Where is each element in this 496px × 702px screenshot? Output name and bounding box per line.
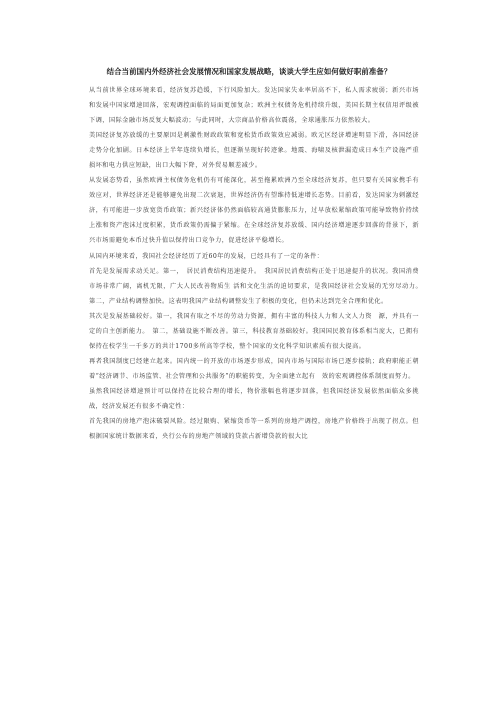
paragraph-institutions: 再者我国制度已经建立起来。国内统一的开放的市场逐步形成，国内市场与国际市场已逐步接轨；政府职能正朝着“经济调节、市场监管、社会管理和公共服务”的职能转变，为全面建立起有 效的宏观调控体系制度而努力。	[89, 357, 419, 380]
paragraph-us-europe-japan: 美国经济复苏放缓的主要原因是刺激性财政政策和宽松货币政策效应减弱。欧元区经济增速明显下滑，各国经济走势分化加剧。日本经济上半年连续负增长，但逐渐呈现好转迹象。地震、海啸及核泄漏造成日本生产设施严重损坏和电力供应短缺，出口大幅下降，对外贸易顺差减少。	[89, 132, 419, 170]
paragraph-global-environment: 从当前世界全球环境来看，经济复苏趋缓，下行风险加大。发达国家失业率居高不下，私人需求疲弱；新兴市场和发展中国家增速回落，宏观调控面临的局面更加复杂；欧洲主权债务危机持续升级，美国长期主权信用评级被下调，国际金融市场反复大幅波动；与此同时，大宗商品价格高位震荡，全球通胀压力依然较大。	[89, 87, 419, 125]
paragraph-foundation: 其次是发展基础较好。第一，我国有取之不尽的劳动力资源，拥有丰富的科技人力和人文人力资 源，并具有一定的自主创新能力。 第二，基础设施不断改善。第三，科技教育基础较好。我国国民教育体系相当庞大，已拥有保持在校学生一千多万的共计1700多所高等学校，整个国家的文化科学知识素质有很大提高。	[89, 312, 419, 350]
paragraph-real-estate-risk: 首先我国的房地产泡沫破裂风险。经过限购、紧缩货币等一系列的房地产调控，房地产价格终于出现了拐点。但根据国家统计数据来看，央行公布的房地产领域的贷款占新增贷款的很大比	[89, 418, 419, 441]
paragraph-development-trend: 从发展态势看，虽然欧洲主权债务危机仍有可能深化，甚至拖累欧洲乃至全球经济复苏，但只要有关国家携手有效应对，世界经济还是能够避免出现二次衰退，世界经济仍有望维持低速增长态势。目前看，发达国家为刺激经济，有可能进一步放宽货币政策；新兴经济体仍然面临较高通货膨胀压力，过早放松紧缩政策可能导致物价持续上涨和资产泡沫过度积累，货币政策仍需偏于紧缩。在全球经济复苏放缓、国内经济增速逐步回落的背景下，新兴市场需避免本币过快升值以保持出口竞争力，促进经济平稳增长。	[89, 177, 419, 245]
paragraph-domestic-intro: 从国内环境来看，我国社会经济经历了近60年的发展，已经具有了一定的条件：	[89, 252, 324, 260]
document-title: 结合当前国内外经济社会发展情况和国家发展战略，谈谈大学生应如何做好职前准备？	[106, 67, 392, 76]
paragraph-challenges: 虽然我国经济增速预计可以保持在比较合理的增长，物价涨幅也将逐步回落，但我国经济发展依然面临众多挑战，经济发展还有很多不确定性：	[89, 387, 419, 410]
paragraph-demand: 首先是发展需求动关足。第一， 居民消费结构迅速提升。 我国居民消费结构正处于迅速提升的状况。我国消费市场非常广阔，离机无限，广大人民改善物质生 活和文化生活的迫切要求，是我国经济社会发展的无穷尽动力。 第二，产业结构调整加快。这表明我国产业结构调整发生了积极的变化，但仍未达到完全合理和优化。	[89, 267, 426, 305]
document-body	[89, 83, 426, 444]
